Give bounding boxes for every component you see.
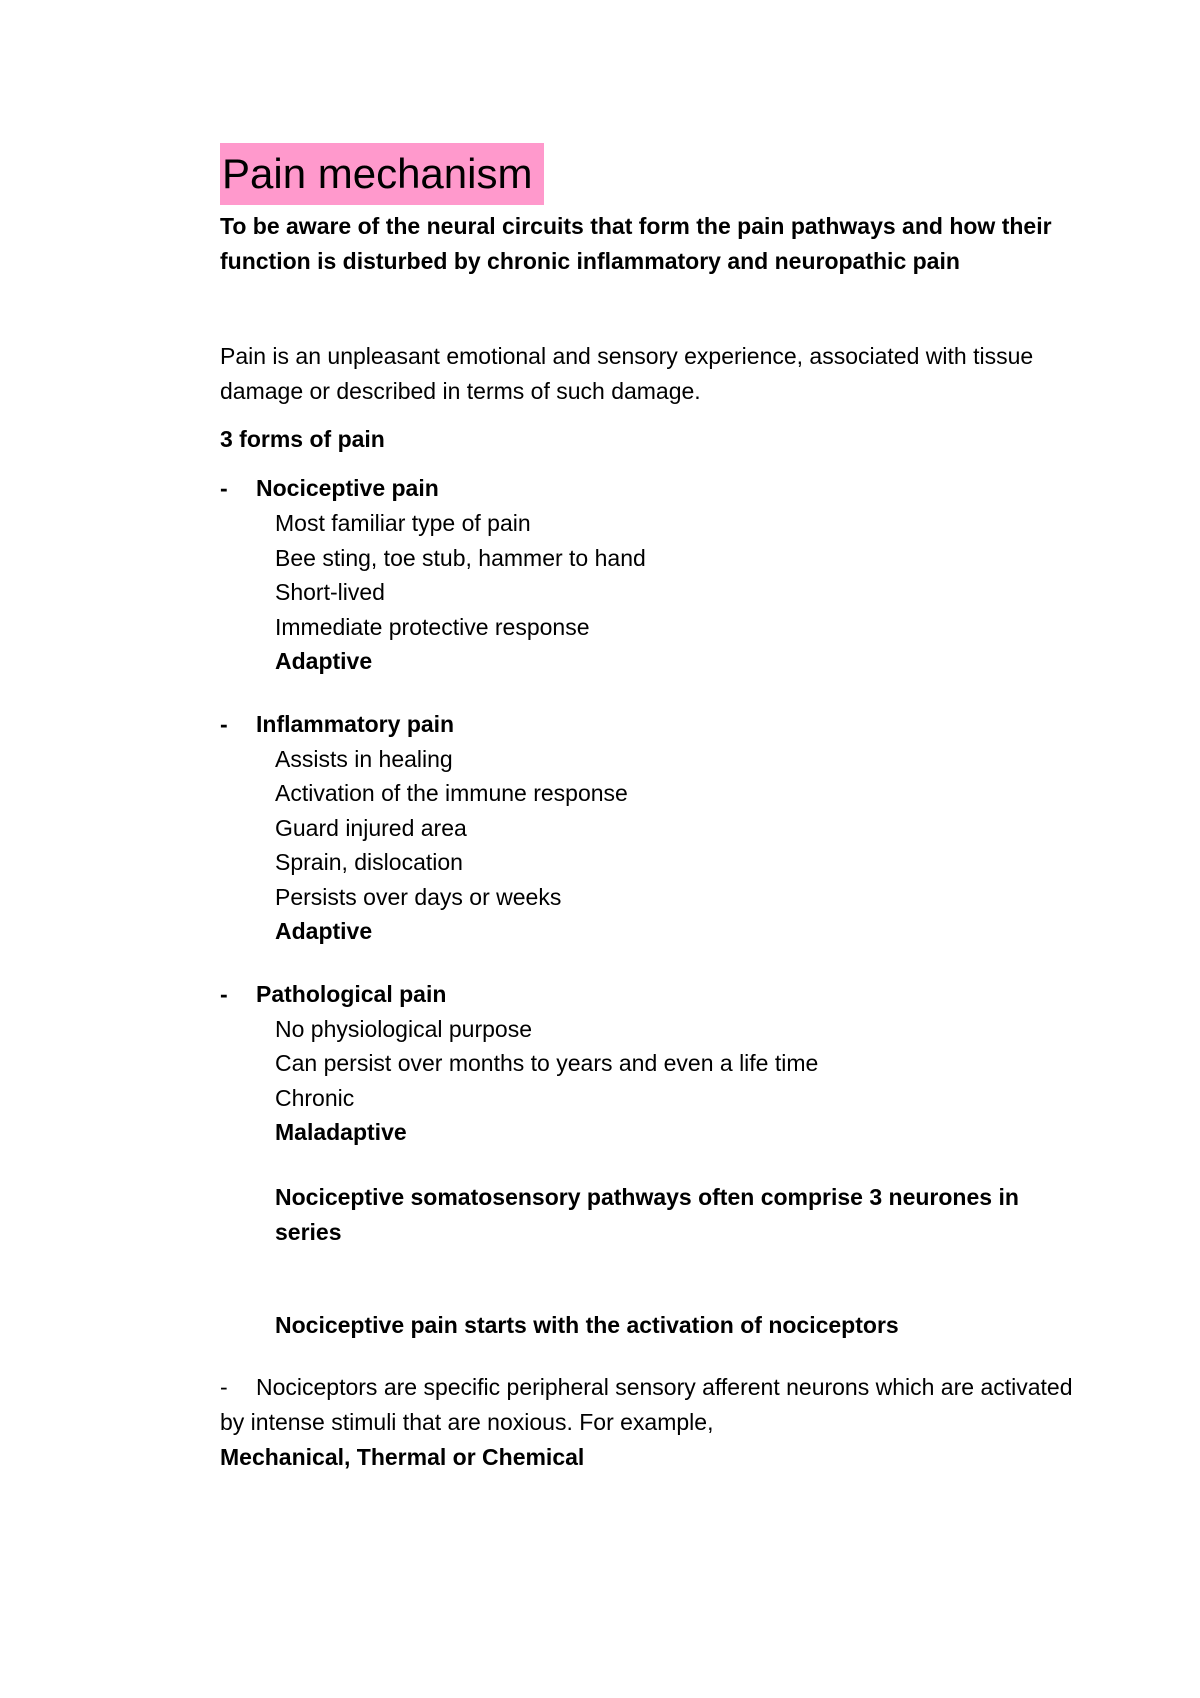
section-pathological-pain xyxy=(220,977,1090,1343)
list-item: Guard injured area xyxy=(275,814,467,841)
note-somatosensory-pathways: Nociceptive somatosensory pathways often comprise 3 neurones in series xyxy=(275,1183,1019,1245)
bullet-dash: - xyxy=(220,710,228,737)
list-item: No physiological purpose xyxy=(275,1015,532,1042)
nociceptors-paragraph xyxy=(220,1370,1080,1475)
section-heading-label: Nociceptive pain xyxy=(256,475,439,501)
list-item: Assists in healing xyxy=(275,745,453,772)
section-emphasis: Adaptive xyxy=(275,918,373,944)
list-item: Sprain, dislocation xyxy=(275,849,463,875)
section-heading-label: Pathological pain xyxy=(256,980,447,1007)
list-item: Bee sting, toe stub, hammer to hand xyxy=(275,544,646,571)
list-item: Can persist over months to years and even a life time xyxy=(275,1050,819,1076)
section-heading xyxy=(220,977,1090,1012)
section-heading-label: Inflammatory pain xyxy=(256,710,455,737)
section-heading xyxy=(220,471,1090,506)
learning-objective: To be aware of the neural circuits that form the pain pathways and how their function is disturbed by chronic inflammatory and neuropathic pain xyxy=(220,213,1052,274)
bullet-dash: - xyxy=(220,475,228,501)
section-emphasis: Adaptive xyxy=(275,648,373,674)
page-title: Pain mechanism xyxy=(220,143,544,205)
list-item: Chronic xyxy=(275,1084,355,1111)
list-item: Short-lived xyxy=(275,579,385,605)
pain-definition: Pain is an unpleasant emotional and sensory experience, associated with tissue damage or described in terms of such damage. xyxy=(220,343,1034,404)
stimulus-types: Mechanical, Thermal or Chemical xyxy=(220,1443,585,1470)
list-item: Most familiar type of pain xyxy=(275,510,531,536)
bullet-dash: - xyxy=(220,1373,228,1400)
list-item: Immediate protective response xyxy=(275,613,590,640)
section-inflammatory-pain xyxy=(220,707,1090,949)
section-heading xyxy=(220,707,1090,742)
nociceptors-text: Nociceptors are specific peripheral sensory afferent neurons which are activated by intense stimuli that are noxious. For example, xyxy=(220,1373,1073,1435)
note-nociceptor-activation: Nociceptive pain starts with the activation of nociceptors xyxy=(275,1311,899,1338)
list-item: Persists over days or weeks xyxy=(275,883,562,910)
list-item: Activation of the immune response xyxy=(275,780,628,806)
section-nociceptive-pain xyxy=(220,471,1090,679)
section-emphasis: Maladaptive xyxy=(275,1119,407,1145)
bullet-dash: - xyxy=(220,980,228,1007)
forms-heading: 3 forms of pain xyxy=(220,426,385,452)
document-page xyxy=(220,143,1090,1475)
